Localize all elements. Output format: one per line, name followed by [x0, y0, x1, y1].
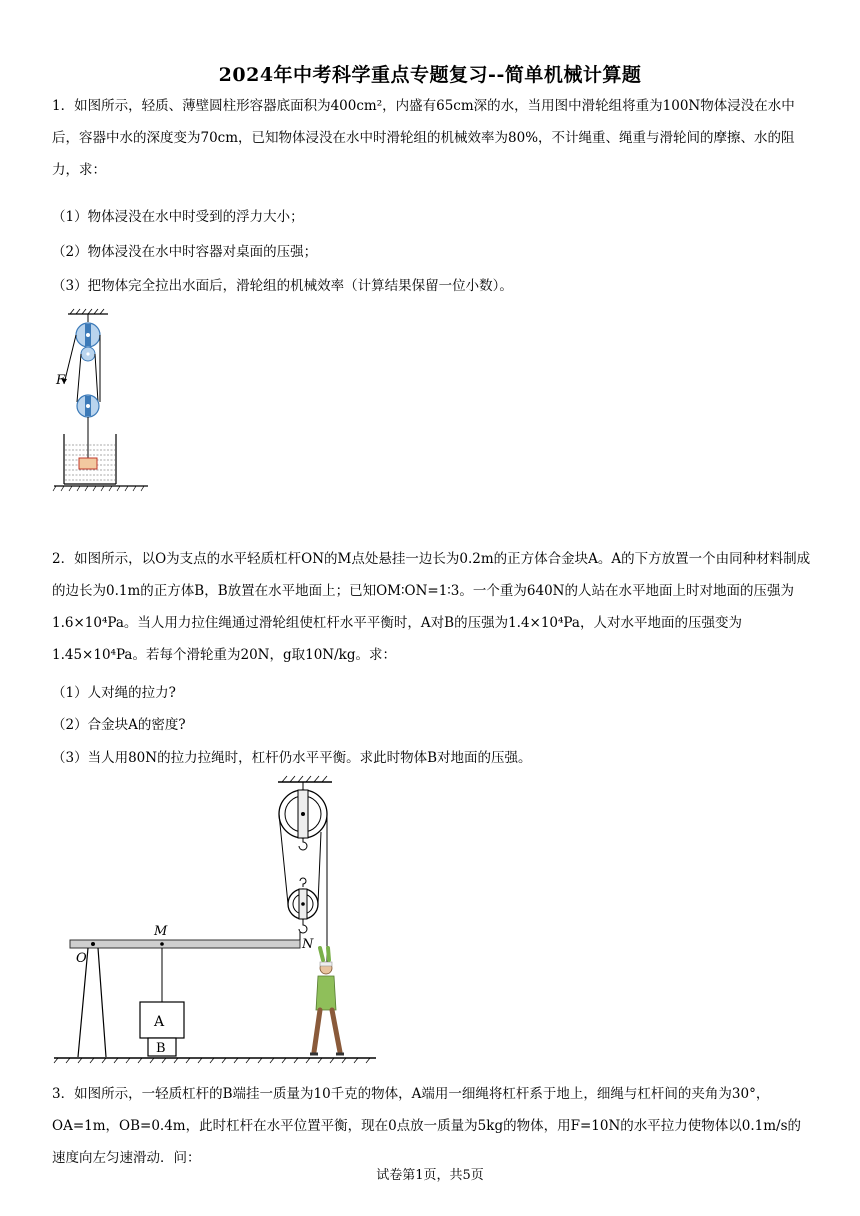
label-b: B [156, 1041, 166, 1056]
page-footer: 试卷第1页，共5页 [376, 1168, 484, 1183]
label-o: O [76, 951, 87, 966]
person-figure [310, 948, 344, 1054]
question-1-part-3: （3）把物体完全拉出水面后，滑轮组的机械效率（计算结果保留一位小数）。 [52, 278, 513, 294]
label-a: A [154, 1014, 165, 1030]
question-1-stem: 1．如图所示，轻质、薄壁圆柱形容器底面积为400cm²，内盛有65cm深的水，当用图中滑轮组将重为100N物体浸没在水中后，容器中水的深度变为70cm，已知物体浸没在水中时滑轮组的机械效率为80%，不计绳重、绳重与滑轮间的摩擦、水的阻力，求： [52, 98, 795, 178]
question-2-part-3: （3）当人用80N的拉力拉绳时，杠杆仍水平平衡。求此时物体B对地面的压强。 [52, 750, 532, 766]
question-1-part-1: （1）物体浸没在水中时受到的浮力大小； [52, 209, 304, 225]
question-1-part-2: （2）物体浸没在水中时容器对桌面的压强； [52, 244, 318, 260]
label-m: M [154, 924, 168, 939]
question-2-stem: 2．如图所示，以O为支点的水平轻质杠杆ON的M点处悬挂一边长为0.2m的正方体合金块A。A的下方放置一个由同种材料制成的边长为0.1m的正方体B，B放置在水平地面上；已知OM∶ON=1∶3。一个重为640N的人站在水平地面上时对地面的压强为1.6×10⁴Pa。当人用力拉住绳通过滑轮组使杠杆水平平衡时，A对B的压强为1.4×10⁴Pa，人对水平地面的压强变为1.45×10⁴Pa。若每个滑轮重为20N，g取10N/kg。求： [52, 551, 811, 663]
question-2-part-2: （2）合金块A的密度? [52, 717, 186, 733]
question-2-figure [50, 772, 380, 1064]
label-n: N [302, 937, 314, 952]
page-title: 2024年中考科学重点专题复习--简单机械计算题 [218, 64, 642, 86]
question-1-figure [52, 308, 152, 494]
question-2-part-1: （1）人对绳的拉力? [52, 685, 176, 701]
force-label-f: F [56, 373, 66, 388]
question-3-stem: 3．如图所示，一轻质杠杆的B端挂一质量为10千克的物体，A端用一细绳将杠杆系于地上，细绳与杠杆间的夹角为30°， OA=1m，OB=0.4m，此时杠杆在水平位置平衡，现在0点放一质量为5kg的物体，用F=10N的水平拉力使物体以0.1m/s的速度向左匀速滑动．问： [52, 1086, 802, 1166]
